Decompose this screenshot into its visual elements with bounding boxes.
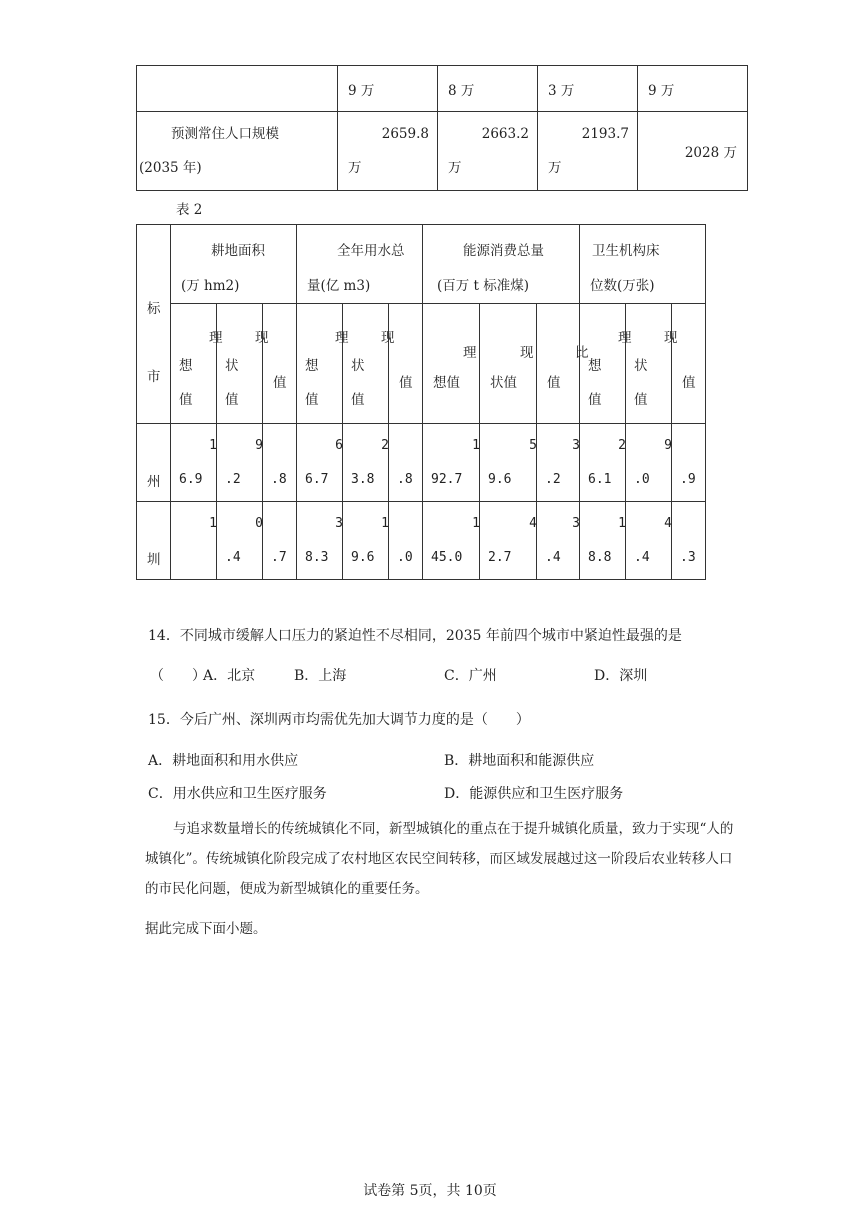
passage: 与追求数量增长的传统城镇化不同，新型城镇化的重点在于提升城镇化质量，致力于实现“人的城镇化”。传统城镇化阶段完成了农村地区农民空间转移，而区域发展越过这一阶段后农业转移人口的市民化问题，便成为新型城镇化的重要任务。 bbox=[145, 821, 734, 897]
table-cell: 5 9.6 bbox=[480, 424, 537, 502]
table-cell: 2028 万 bbox=[638, 112, 748, 191]
subheader-ideal: 理 想 值 bbox=[171, 304, 217, 424]
table-cell: 4 .4 bbox=[626, 502, 672, 580]
option-a[interactable]: A．北京 bbox=[203, 668, 256, 684]
subheader-ideal: 理 想 值 bbox=[580, 304, 626, 424]
table-cell: 2 3.8 bbox=[343, 424, 389, 502]
table-cell: 6 6.7 bbox=[297, 424, 343, 502]
table-cell: 9 .2 bbox=[217, 424, 263, 502]
table-cell: 0 .4 bbox=[217, 502, 263, 580]
subheader-current: 现 状值 bbox=[480, 304, 537, 424]
table-cell: .0 bbox=[389, 502, 423, 580]
subheader-current: 现 状 值 bbox=[217, 304, 263, 424]
subheader-ideal: 理 想值 bbox=[423, 304, 480, 424]
table-caption: 表 2 bbox=[176, 202, 203, 218]
column-group-header: 全年用水总 量(亿 m3) bbox=[297, 225, 423, 304]
option-c[interactable]: C．广州 bbox=[444, 668, 497, 684]
population-table bbox=[136, 65, 748, 191]
column-group-header: 卫生机构床 位数(万张) bbox=[580, 225, 706, 304]
table-row bbox=[137, 502, 706, 580]
subheader-current: 现 状 值 bbox=[626, 304, 672, 424]
table-cell: .8 bbox=[263, 424, 297, 502]
answer-blank: （ ） bbox=[150, 668, 206, 684]
table-cell: 9 万 bbox=[638, 66, 748, 112]
table-cell: 2193.7 万 bbox=[538, 112, 638, 191]
table-cell: 1 92.7 bbox=[423, 424, 480, 502]
table-cell: 2659.8 万 bbox=[338, 112, 438, 191]
row-label-header: 标 市 bbox=[137, 225, 171, 424]
subheader-current: 现 状 值 bbox=[343, 304, 389, 424]
option-c[interactable]: C．用水供应和卫生医疗服务 bbox=[148, 786, 327, 802]
table-cell: 3 8.3 bbox=[297, 502, 343, 580]
table-cell bbox=[137, 66, 338, 112]
instruction: 据此完成下面小题。 bbox=[145, 921, 267, 937]
table-cell: 3 万 bbox=[538, 66, 638, 112]
table-cell: 1 8.8 bbox=[580, 502, 626, 580]
table-row bbox=[137, 66, 748, 112]
table-cell: 1 6.9 bbox=[171, 424, 217, 502]
table-cell: 2663.2 万 bbox=[438, 112, 538, 191]
table-cell: 9 万 bbox=[338, 66, 438, 112]
option-b[interactable]: B．耕地面积和能源供应 bbox=[444, 753, 595, 769]
question-14-stem: 14．不同城市缓解人口压力的紧迫性不尽相同，2035 年前四个城市中紧迫性最强的是 bbox=[148, 628, 682, 644]
option-b[interactable]: B．上海 bbox=[294, 668, 347, 684]
table-cell: 3 .4 bbox=[537, 502, 580, 580]
row-label: 预测常住人口规模 (2035 年) bbox=[137, 112, 338, 191]
option-d[interactable]: D．能源供应和卫生医疗服务 bbox=[444, 786, 624, 802]
table-cell: 8 万 bbox=[438, 66, 538, 112]
subheader-ratio: 值 bbox=[672, 304, 706, 424]
subheader-ratio: 值 bbox=[263, 304, 297, 424]
resource-table bbox=[136, 224, 706, 580]
table-cell: 4 2.7 bbox=[480, 502, 537, 580]
table-cell: 1 9.6 bbox=[343, 502, 389, 580]
table-row bbox=[137, 424, 706, 502]
question-15-stem: 15．今后广州、深圳两市均需优先加大调节力度的是（ ） bbox=[148, 712, 530, 728]
column-group-header: 能源消费总量 (百万 t 标准煤) bbox=[423, 225, 580, 304]
option-a[interactable]: A．耕地面积和用水供应 bbox=[148, 753, 299, 769]
subheader-ideal: 理 想 值 bbox=[297, 304, 343, 424]
table-cell: .9 bbox=[672, 424, 706, 502]
option-d[interactable]: D．深圳 bbox=[594, 668, 648, 684]
table-cell: 3 .2 bbox=[537, 424, 580, 502]
table-cell: .8 bbox=[389, 424, 423, 502]
page-footer: 试卷第 5页，共 10页 bbox=[363, 1183, 497, 1199]
table-cell: .3 bbox=[672, 502, 706, 580]
table-cell: 1 45.0 bbox=[423, 502, 480, 580]
subheader-ratio: 比 值 bbox=[537, 304, 580, 424]
row-label: 州 bbox=[137, 424, 171, 502]
table-subheader-row bbox=[137, 304, 706, 424]
table-cell: .7 bbox=[263, 502, 297, 580]
table-cell: 1 bbox=[171, 502, 217, 580]
row-label: 圳 bbox=[137, 502, 171, 580]
table-cell: 2 6.1 bbox=[580, 424, 626, 502]
table-header-row bbox=[137, 225, 706, 304]
subheader-ratio: 值 bbox=[389, 304, 423, 424]
table-row bbox=[137, 112, 748, 191]
table-cell: 9 .0 bbox=[626, 424, 672, 502]
column-group-header: 耕地面积 (万 hm2) bbox=[171, 225, 297, 304]
